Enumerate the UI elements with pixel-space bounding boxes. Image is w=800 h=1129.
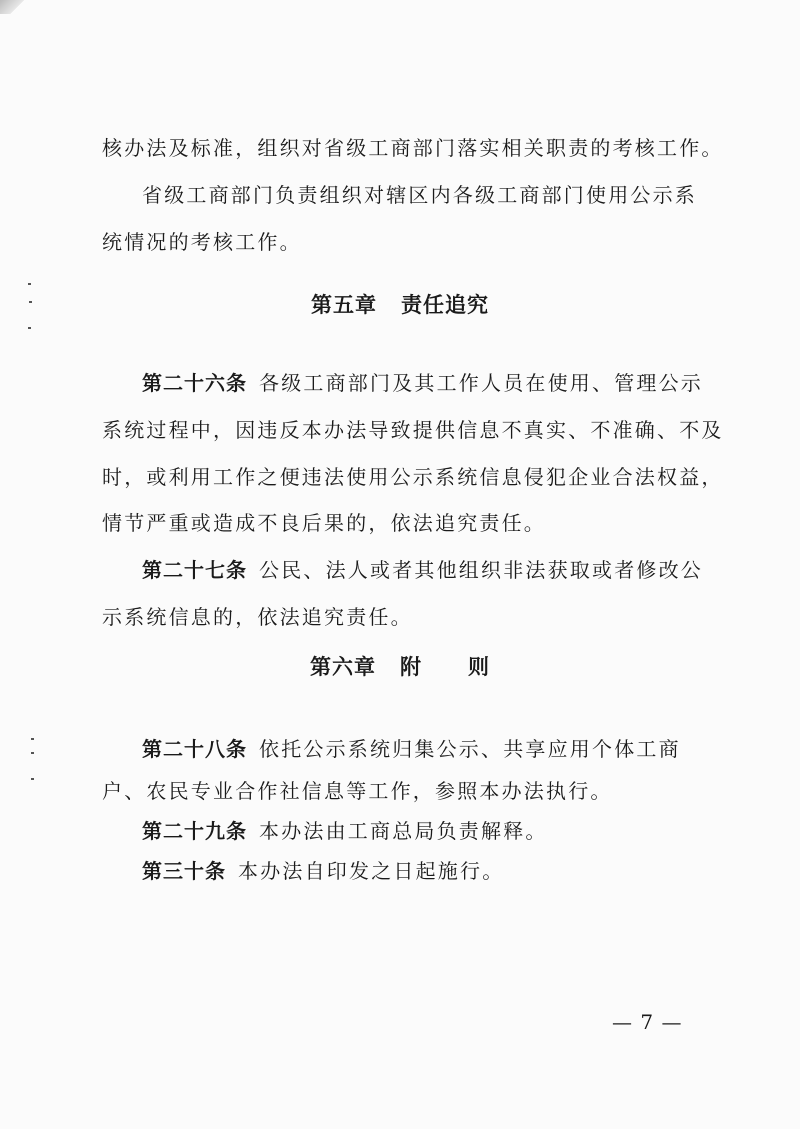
article-number: 第二十七条 [142,558,247,582]
scan-speck [31,752,34,754]
article-28-first-line [142,736,681,762]
page-number: — 7 — [612,1010,683,1034]
scan-speck [29,301,32,303]
chapter-heading-5 [0,291,800,319]
article-text: 公民、法人或者其他组织非法获取或者修改公 [259,558,703,582]
text-line: 核办法及标准，组织对省级工商部门落实相关职责的考核工作。 [102,136,724,160]
scan-speck [28,283,31,285]
chapter-title-part: 则 [468,655,490,679]
article-number: 第二十六条 [142,371,247,395]
article-text: 本办法自印发之日起施行。 [238,859,505,883]
text-line: 时，或利用工作之便违法使用公示系统信息侵犯企业合法权益， [102,465,724,489]
article-29-line [142,818,548,844]
chapter-title-part: 附 [400,655,422,679]
article-text: 依托公示系统归集公示、共享应用个体工商 [259,737,681,761]
scan-speck [31,738,34,740]
article-26-first-line [142,370,703,396]
article-number: 第二十九条 [142,819,247,843]
text-line: 情节严重或造成不良后果的，依法追究责任。 [102,511,546,535]
chapter-number: 第五章 [311,293,377,317]
scan-corner-fold [0,0,26,14]
text-line: 统情况的考核工作。 [102,230,302,254]
article-number: 第二十八条 [142,737,247,761]
text-line: 省级工商部门负责组织对辖区内各级工商部门使用公示系 [142,183,697,207]
article-text: 本办法由工商总局负责解释。 [259,819,548,843]
article-27-first-line [142,557,703,583]
chapter-heading-6 [0,653,800,681]
article-text: 各级工商部门及其工作人员在使用、管理公示 [259,371,703,395]
scan-speck [28,327,31,329]
text-line: 系统过程中，因违反本办法导致提供信息不真实、不准确、不及 [102,418,724,442]
text-line: 示系统信息的，依法追究责任。 [102,605,413,629]
scan-speck [31,778,34,780]
text-line: 户、农民专业合作社信息等工作，参照本办法执行。 [102,779,613,803]
article-number: 第三十条 [142,859,226,883]
chapter-number: 第六章 [310,655,376,679]
article-30-line [142,858,504,884]
chapter-title: 责任追究 [401,293,489,317]
